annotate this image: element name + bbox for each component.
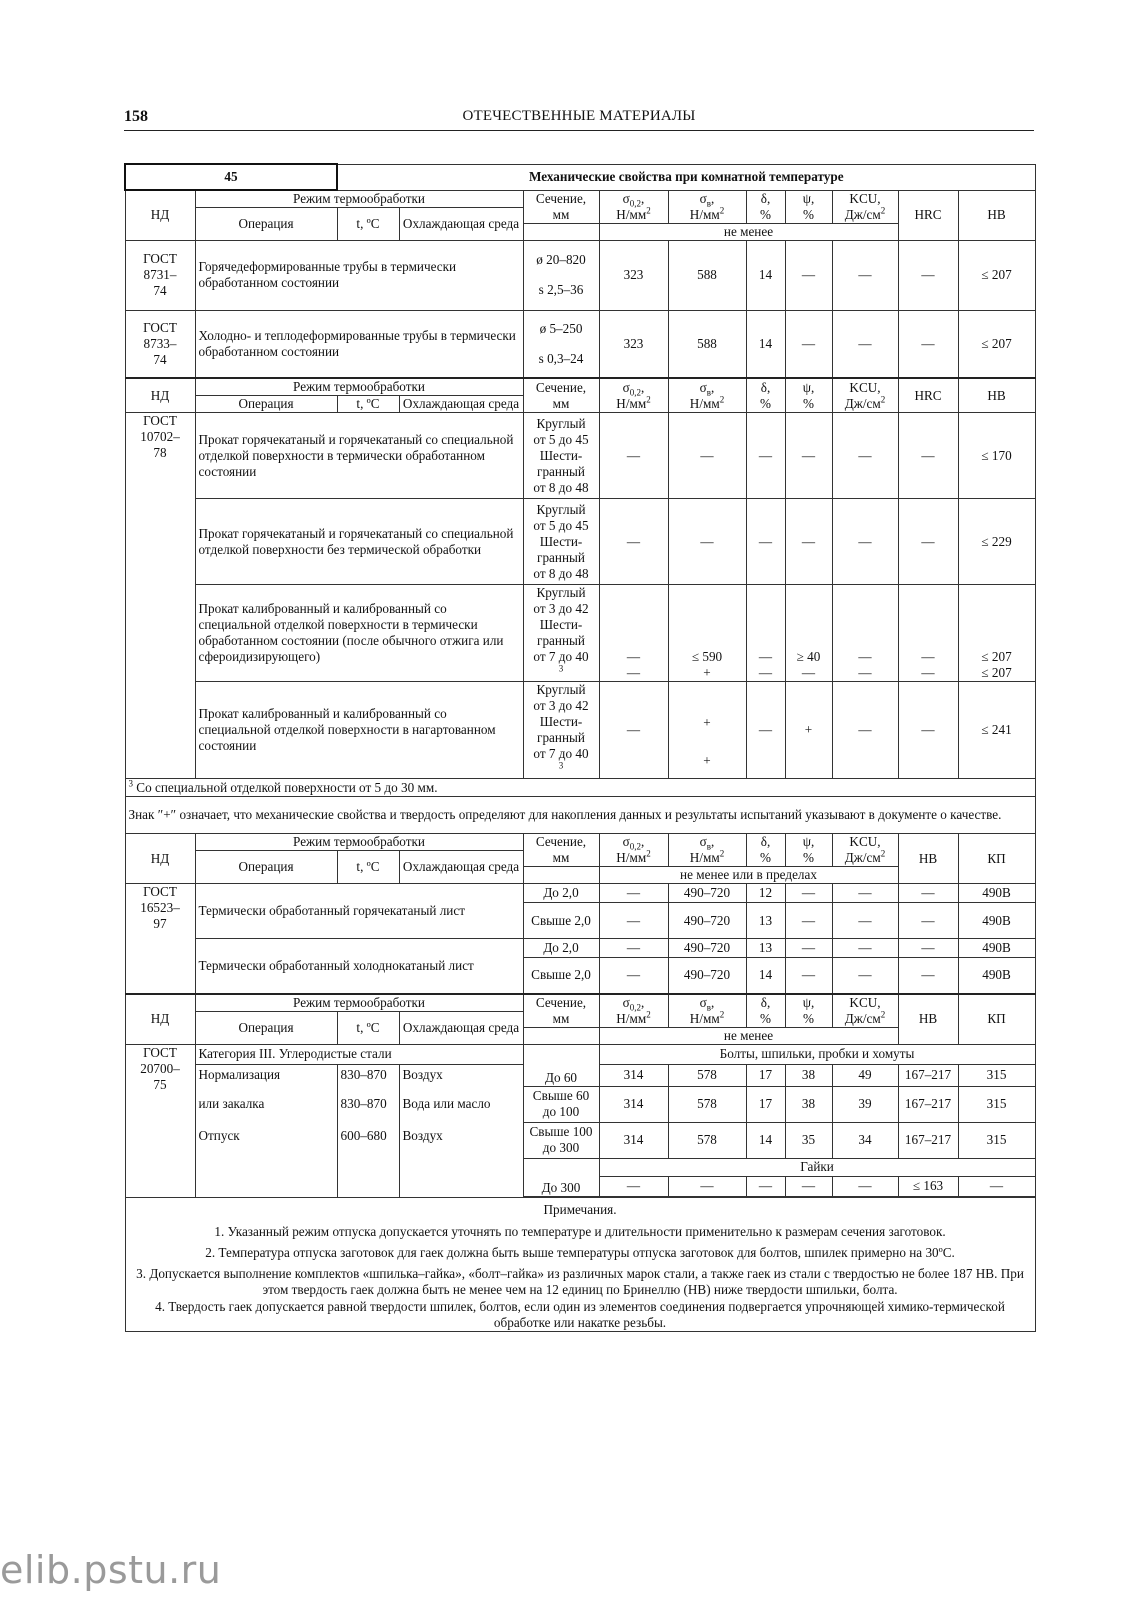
note-item: 3. Допускается выполнение комплектов «шпилька–гайка», «болт–гайка» из различных марок стали, а также гаек из стали с твердостью не более 187 НВ. При этом твердость гаек должна быть не менее чем на 12 единиц по Бринеллю (НВ) ниже твердости шпильки, болта.: [136, 1265, 1024, 1297]
col-psi: ψ, %: [785, 834, 832, 867]
psi-cell: 38: [785, 1086, 832, 1122]
description-cell: Прокат горячекатаный и горячекатаный со специальной отделкой поверхности в термически обработанном состоянии: [195, 413, 523, 499]
kp-cell: 315: [958, 1064, 1035, 1086]
col-psi: ψ, %: [785, 378, 832, 413]
section-cell: До 60: [523, 1044, 599, 1086]
hb-cell: —: [898, 939, 958, 958]
sb-cell: 578: [668, 1086, 746, 1122]
col-operation: Операция: [195, 208, 337, 241]
col-nd: НД: [125, 834, 195, 884]
col-section: Сечение, мм: [523, 190, 599, 223]
psi-cell: —: [785, 310, 832, 378]
page-header: [124, 108, 1034, 131]
s02-cell: 314: [599, 1064, 668, 1086]
s02-cell: —: [599, 903, 668, 939]
description-cell: Холодно- и теплодеформированные трубы в термически обработанном состоянии: [195, 310, 523, 378]
s02-cell: —: [599, 499, 668, 585]
col-kcu: KCU, $Дж/см^2$: [832, 190, 898, 223]
col-sb: $\sigma_в$, $Н/мм^2$: [668, 834, 746, 867]
col-section-empty: [523, 867, 599, 884]
kcu-cell: — —: [832, 585, 898, 682]
footnote-ref: 3: [558, 663, 564, 674]
s02-cell: 314: [599, 1086, 668, 1122]
s02-cell: — —: [599, 585, 668, 682]
operation-cell: Нормализация: [195, 1064, 337, 1086]
sb-cell: 588: [668, 310, 746, 378]
s02-cell: —: [599, 958, 668, 994]
description-cell: Прокат калиброванный и калиброванный со специальной отделкой поверхности в термически обработанном состоянии (после обычного отжига или сфероидизирующего): [195, 585, 523, 682]
kp-cell: —: [958, 1176, 1035, 1196]
not-less-label: не менее: [599, 1027, 898, 1044]
col-s02: $\sigma_{0,2}$, $Н/мм^2$: [599, 190, 668, 223]
col-regime: Режим термообработки: [195, 190, 523, 208]
hb-cell: 167–217: [898, 1122, 958, 1158]
delta-cell: 17: [746, 1064, 785, 1086]
col-psi: ψ, %: [785, 190, 832, 223]
table-row: [125, 310, 1035, 378]
page-number: 158: [124, 108, 148, 125]
s02-cell: 323: [599, 310, 668, 378]
properties-table-container: [124, 163, 1034, 1332]
delta-cell: 14: [746, 958, 785, 994]
section-cell: Свыше 100 до 300: [523, 1122, 599, 1158]
footnote-row: [125, 779, 1035, 797]
col-hb: HB: [898, 994, 958, 1045]
delta-cell: 12: [746, 884, 785, 903]
psi-cell: —: [785, 903, 832, 939]
sb-cell: 578: [668, 1064, 746, 1086]
sb-cell: + +: [668, 682, 746, 779]
hrc-cell: —: [898, 310, 958, 378]
s02-cell: —: [599, 1176, 668, 1196]
col-nd: НД: [125, 378, 195, 413]
s02-cell: —: [599, 939, 668, 958]
col-hb: HB: [958, 378, 1035, 413]
col-section: Сечение, мм: [523, 378, 599, 413]
hb-cell: —: [898, 958, 958, 994]
col-operation: Операция: [195, 396, 337, 413]
col-hrc: HRC: [898, 378, 958, 413]
sign-note: Знак ″+″ означает, что механические свойства и твердость определяют для накопления данных и результаты испытаний указывают в документе о качестве.: [125, 797, 1035, 834]
nd-cell: ГОСТ 8731– 74: [125, 240, 195, 310]
table-row: [125, 240, 1035, 310]
s02-cell: 323: [599, 240, 668, 310]
section-cell: ø 20–820 s 2,5–36: [523, 240, 599, 310]
col-hb: HB: [958, 190, 1035, 240]
steel-grade: 45: [125, 164, 337, 190]
kcu-cell: —: [832, 682, 898, 779]
delta-cell: 13: [746, 903, 785, 939]
footnote: $^3$ Со специальной отделкой поверхности от 5 до 30 мм.: [125, 779, 1035, 797]
block1-header-row1: [125, 190, 1035, 208]
sb-cell: —: [668, 499, 746, 585]
notes-title: Примечания.: [543, 1201, 617, 1217]
bolts-header: Болты, шпильки, пробки и хомуты: [599, 1044, 1035, 1064]
sign-note-row: [125, 797, 1035, 834]
section-cell: Свыше 60 до 100: [523, 1086, 599, 1122]
properties-table: [124, 163, 1035, 1332]
delta-cell: 14: [746, 310, 785, 378]
section-cell: Свыше 2,0: [523, 903, 599, 939]
psi-cell: 38: [785, 1064, 832, 1086]
hb-cell: ≤ 241: [958, 682, 1035, 779]
cooling-cell: Воздух: [399, 1064, 523, 1086]
kcu-cell: —: [832, 310, 898, 378]
table-row: [125, 884, 1035, 903]
not-less-label: не менее: [599, 223, 898, 240]
col-kcu: KCU, $Дж/см^2$: [832, 378, 898, 413]
col-hrc: HRC: [898, 190, 958, 240]
hb-cell: ≤ 207 ≤ 207: [958, 585, 1035, 682]
col-temp: t, ºC: [337, 396, 399, 413]
col-operation: Операция: [195, 1011, 337, 1044]
psi-cell: +: [785, 682, 832, 779]
sb-cell: 490–720: [668, 939, 746, 958]
table-row: [125, 682, 1035, 779]
temp-cell: 830–870: [337, 1086, 399, 1122]
hrc-cell: —: [898, 682, 958, 779]
col-temp: t, ºC: [337, 1011, 399, 1044]
sb-cell: —: [668, 413, 746, 499]
col-cooling: Охлаждающая среда: [399, 208, 523, 241]
col-delta: δ, %: [746, 994, 785, 1028]
watermark: elib.pstu.ru: [0, 1548, 222, 1592]
hb-cell: —: [898, 903, 958, 939]
delta-cell: 14: [746, 240, 785, 310]
table-row: [125, 1086, 1035, 1122]
delta-cell: —: [746, 499, 785, 585]
delta-cell: —: [746, 1176, 785, 1196]
not-less-or-range-label: не менее или в пределах: [599, 867, 898, 884]
block4-header-row1: [125, 994, 1035, 1012]
section-cell: Круглый от 3 до 42 Шести- гранный от 7 до 40 $^3$: [523, 585, 599, 682]
psi-cell: —: [785, 939, 832, 958]
psi-cell: ≥ 40 —: [785, 585, 832, 682]
table-row: [125, 939, 1035, 958]
kcu-cell: —: [832, 240, 898, 310]
footnote-ref: 3: [558, 760, 564, 771]
notes-cell: [125, 1197, 1035, 1331]
kp-cell: 315: [958, 1086, 1035, 1122]
kcu-cell: —: [832, 903, 898, 939]
kp-cell: 315: [958, 1122, 1035, 1158]
s02-cell: —: [599, 884, 668, 903]
description-cell: Прокат калиброванный и калиброванный со специальной отделкой поверхности в нагартованном состоянии: [195, 682, 523, 779]
table-row: [125, 499, 1035, 585]
col-section: Сечение, мм: [523, 834, 599, 867]
psi-cell: —: [785, 1176, 832, 1196]
description-cell: Термически обработанный горячекатаный лист: [195, 884, 523, 939]
kcu-cell: —: [832, 413, 898, 499]
delta-cell: 13: [746, 939, 785, 958]
s02-cell: 314: [599, 1122, 668, 1158]
nd-cell: ГОСТ 8733– 74: [125, 310, 195, 378]
note-item: 1. Указанный режим отпуска допускается уточнять по температуре и длительности применительно к размерам сечения заготовок.: [214, 1223, 946, 1239]
col-cooling: Охлаждающая среда: [399, 851, 523, 884]
block3-header-row1: [125, 834, 1035, 851]
col-cooling: Охлаждающая среда: [399, 1011, 523, 1044]
col-regime: Режим термообработки: [195, 378, 523, 396]
table-row: [125, 1122, 1035, 1158]
psi-cell: 35: [785, 1122, 832, 1158]
table-row: [125, 585, 1035, 682]
sb-cell: 578: [668, 1122, 746, 1158]
hrc-cell: —: [898, 499, 958, 585]
col-nd: НД: [125, 190, 195, 240]
note-item: 4. Твердость гаек допускается равной твердости шпилек, болтов, если один из элементов соединения подвергается упрочняющей химико-термической обработке или накатке резьбы.: [155, 1298, 1005, 1330]
psi-cell: —: [785, 499, 832, 585]
col-temp: t, ºC: [337, 851, 399, 884]
col-delta: δ, %: [746, 834, 785, 867]
section-cell: До 300: [523, 1158, 599, 1196]
col-cooling: Охлаждающая среда: [399, 396, 523, 413]
col-psi: ψ, %: [785, 994, 832, 1028]
kp-cell: 490В: [958, 903, 1035, 939]
notes-row: [125, 1197, 1035, 1331]
s02-cell: —: [599, 682, 668, 779]
temp-cell: 600–680: [337, 1122, 399, 1197]
col-section: Сечение, мм: [523, 994, 599, 1028]
kcu-cell: 39: [832, 1086, 898, 1122]
description-cell: Термически обработанный холоднокатаный лист: [195, 939, 523, 994]
col-sb: $\sigma_в$, $Н/мм^2$: [668, 190, 746, 223]
kcu-cell: —: [832, 1176, 898, 1196]
section-title-row: [125, 164, 1035, 190]
hb-cell: ≤ 207: [958, 240, 1035, 310]
psi-cell: —: [785, 240, 832, 310]
temp-cell: 830–870: [337, 1064, 399, 1086]
sb-cell: 490–720: [668, 958, 746, 994]
hb-cell: 167–217: [898, 1086, 958, 1122]
col-sb: $\sigma_в$, $Н/мм^2$: [668, 994, 746, 1028]
delta-cell: 17: [746, 1086, 785, 1122]
s02-cell: —: [599, 413, 668, 499]
cooling-cell: Воздух: [399, 1122, 523, 1197]
col-section-empty: [523, 223, 599, 240]
col-sb: $\sigma_в$, $Н/мм^2$: [668, 378, 746, 413]
section-cell: Круглый от 5 до 45 Шести- гранный от 8 до 48: [523, 499, 599, 585]
col-kcu: KCU, $Дж/см^2$: [832, 834, 898, 867]
delta-cell: —: [746, 413, 785, 499]
hb-cell: ≤ 207: [958, 310, 1035, 378]
col-temp: t, ºC: [337, 208, 399, 241]
operation-cell: или закалка: [195, 1086, 337, 1122]
psi-cell: —: [785, 884, 832, 903]
section-cell: Свыше 2,0: [523, 958, 599, 994]
kcu-cell: —: [832, 884, 898, 903]
cooling-cell: Вода или масло: [399, 1086, 523, 1122]
sb-cell: 490–720: [668, 903, 746, 939]
col-operation: Операция: [195, 851, 337, 884]
description-cell: Прокат горячекатаный и горячекатаный со специальной отделкой поверхности без термической обработки: [195, 499, 523, 585]
col-kcu: KCU, $Дж/см^2$: [832, 994, 898, 1028]
col-regime: Режим термообработки: [195, 994, 523, 1012]
description-cell: Горячедеформированные трубы в термически обработанном состоянии: [195, 240, 523, 310]
hb-cell: ≤ 170: [958, 413, 1035, 499]
sb-cell: —: [668, 1176, 746, 1196]
kp-cell: 490В: [958, 958, 1035, 994]
section-cell: Круглый от 3 до 42 Шести- гранный от 7 до 40 $^3$: [523, 682, 599, 779]
col-hb: HB: [898, 834, 958, 884]
kcu-cell: —: [832, 958, 898, 994]
nd-cell: ГОСТ 20700– 75: [125, 1044, 195, 1197]
sb-cell: 588: [668, 240, 746, 310]
category-row: [125, 1044, 1035, 1064]
psi-cell: —: [785, 413, 832, 499]
block2-header-row1: [125, 378, 1035, 396]
section-cell: До 2,0: [523, 884, 599, 903]
hb-cell: 167–217: [898, 1064, 958, 1086]
col-delta: δ, %: [746, 190, 785, 223]
kp-cell: 490В: [958, 884, 1035, 903]
col-s02: $\sigma_{0,2}$, $Н/мм^2$: [599, 834, 668, 867]
delta-cell: 14: [746, 1122, 785, 1158]
hb-cell: —: [898, 884, 958, 903]
section-cell: До 2,0: [523, 939, 599, 958]
running-title: ОТЕЧЕСТВЕННЫЕ МАТЕРИАЛЫ: [462, 108, 696, 124]
delta-cell: — —: [746, 585, 785, 682]
nd-cell: ГОСТ 10702– 78: [125, 413, 195, 779]
nuts-header: Гайки: [599, 1158, 1035, 1176]
kcu-cell: —: [832, 499, 898, 585]
nd-cell: ГОСТ 16523– 97: [125, 884, 195, 994]
kcu-cell: 49: [832, 1064, 898, 1086]
hrc-cell: —: [898, 240, 958, 310]
note-item: 2. Температура отпуска заготовок для гаек должна быть выше температуры отпуска заготовок для болтов, шпилек примерно на 30ºC.: [205, 1244, 955, 1260]
sb-cell: 490–720: [668, 884, 746, 903]
col-s02: $\sigma_{0,2}$, $Н/мм^2$: [599, 994, 668, 1028]
col-kp: КП: [958, 994, 1035, 1045]
kp-cell: 490В: [958, 939, 1035, 958]
section-cell: Круглый от 5 до 45 Шести- гранный от 8 до 48: [523, 413, 599, 499]
sb-cell: ≤ 590 +: [668, 585, 746, 682]
col-delta: δ, %: [746, 378, 785, 413]
delta-cell: —: [746, 682, 785, 779]
col-section-empty: [523, 1027, 599, 1044]
category-label: Категория III. Углеродистые стали: [195, 1044, 523, 1064]
hb-cell: ≤ 229: [958, 499, 1035, 585]
kcu-cell: —: [832, 939, 898, 958]
col-s02: $\sigma_{0,2}$, $Н/мм^2$: [599, 378, 668, 413]
hrc-cell: — —: [898, 585, 958, 682]
hrc-cell: —: [898, 413, 958, 499]
section-title: Механические свойства при комнатной температуре: [337, 164, 1035, 190]
col-nd: НД: [125, 994, 195, 1045]
psi-cell: —: [785, 958, 832, 994]
hb-cell: ≤ 163: [898, 1176, 958, 1196]
table-row: [125, 413, 1035, 499]
operation-cell: Отпуск: [195, 1122, 337, 1197]
col-kp: КП: [958, 834, 1035, 884]
col-regime: Режим термообработки: [195, 834, 523, 851]
section-cell: ø 5–250 s 0,3–24: [523, 310, 599, 378]
kcu-cell: 34: [832, 1122, 898, 1158]
